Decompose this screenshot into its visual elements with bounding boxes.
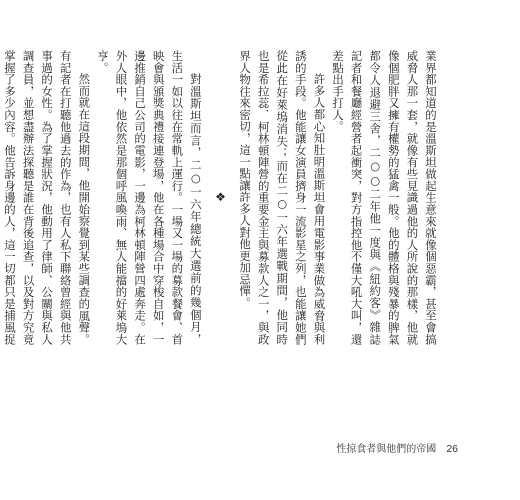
paragraph: 業界都知道的是溫斯坦做起生意來就像個惡霸，甚至會搞威脅人那一套，就像有些見識過他的人所說的那樣，他就像個肥胖又擁有權勢的猛禽一般。他的體格與殘暴的脾氣都令人退避三舍，二○○二年他一度與《紐約客》雜誌記者和餐廳經營者起衝突，對方指控他不僅大吼大叫，還差點出手打人。 xyxy=(331,50,438,345)
paragraph: 許多人都心知肚明溫斯坦會用電影事業做為威脅與利誘的手段。他能讓女演員擠身一流影星之列，也能讓她們從此在好萊塢消失；而在二○一六年選戰期間，他同時也是希拉蕊．柯林頓陣營的重要金主與募款人之一，與政界人物往來密切，這一點讓許多人對他更加忌憚。 xyxy=(238,50,327,345)
page-number: 26 xyxy=(446,443,458,455)
section-divider-ornament: ❖ xyxy=(213,190,228,205)
paragraph: 對溫斯坦而言，二○一六年總統大選前的幾個月，生活一如以往在常軌上運行。一場又一場的募款餐會、首映會與頒獎典禮接連登場，他在各種場合中穿梭自如，一邊推銷自己公司的電影，一邊為柯林頓陣營四處奔走。在外人眼中，他依然是那個呼風喚雨、無人能擋的好萊塢大亨。 xyxy=(95,50,203,345)
page-footer xyxy=(336,440,458,455)
running-title: 性掠食者與他們的帝國 xyxy=(336,444,437,455)
body-text xyxy=(0,50,440,345)
paragraph: 然而就在這段期間，他開始察覺到某些調查的風聲。有記者在打聽他過去的作為，也有人私下聯絡曾經與他共事過的女性。為了掌握狀況，他動用了律師、公關與私人調查員，並想盡辦法探聽是誰在背後追查，以及對方究竟掌握了多少內容。他告訴身邊的人，這一切都只是捕風捉 xyxy=(2,50,92,345)
